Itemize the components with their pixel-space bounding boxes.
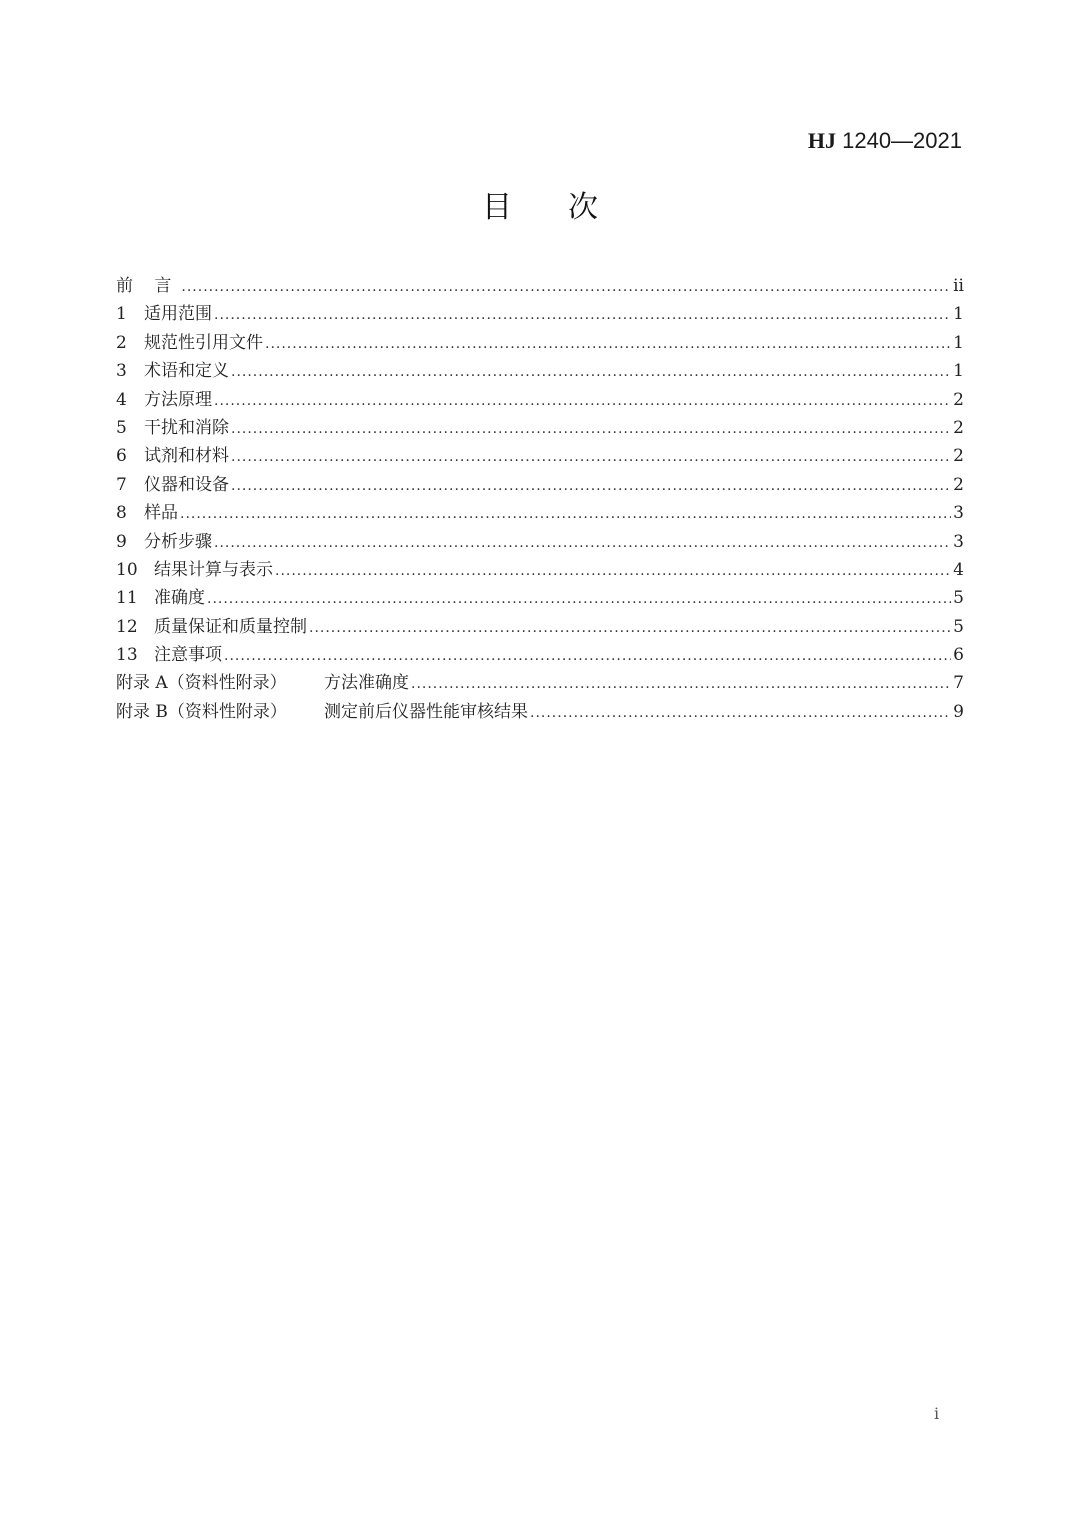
toc-leader-dots xyxy=(530,699,951,727)
toc-leader-dots xyxy=(275,557,951,585)
toc-entry-page: 5 xyxy=(953,616,964,637)
toc-entry[interactable] xyxy=(116,641,964,669)
toc-entry-label: 干扰和消除 xyxy=(144,417,229,438)
toc-entry-number: 3 xyxy=(116,361,127,382)
toc-leader-dots xyxy=(181,273,951,301)
toc-entry-page: 3 xyxy=(953,531,964,552)
toc-entry-number: 7 xyxy=(116,474,127,495)
toc-entry-label: 准确度 xyxy=(154,588,205,609)
toc-leader-dots xyxy=(231,472,951,500)
toc-entry-page: 7 xyxy=(953,673,964,694)
toc-entry-label: 方法原理 xyxy=(144,389,212,410)
toc-entry-page: 9 xyxy=(953,701,964,722)
toc-entry-page: 2 xyxy=(953,417,964,438)
toc-leader-dots xyxy=(309,614,951,642)
document-code-prefix: HJ xyxy=(807,128,836,153)
toc-entry[interactable] xyxy=(116,442,964,470)
toc-entry-number: 12 xyxy=(116,616,138,637)
toc-entry[interactable] xyxy=(116,272,964,300)
toc-entry[interactable] xyxy=(116,528,964,556)
toc-entry-page: 5 xyxy=(953,588,964,609)
toc-entry-number: 10 xyxy=(116,559,138,580)
toc-entry-number: 1 xyxy=(116,304,127,325)
toc-entry-label: 结果计算与表示 xyxy=(154,559,273,580)
toc-entry-number: 13 xyxy=(116,645,138,666)
toc-entry-number: 2 xyxy=(116,332,127,353)
toc-entry-label: 术语和定义 xyxy=(144,361,229,382)
toc-entry[interactable] xyxy=(116,414,964,442)
toc-leader-dots xyxy=(265,330,951,358)
toc-entry-page: 1 xyxy=(953,332,964,353)
toc-leader-dots xyxy=(231,358,951,386)
toc-entry-page: ii xyxy=(953,276,964,296)
toc-entry[interactable] xyxy=(116,329,964,357)
toc-entry-label: 分析步骤 xyxy=(144,531,212,552)
toc-leader-dots xyxy=(214,301,951,329)
toc-entry-page: 1 xyxy=(953,361,964,382)
toc-entry-label: 方法准确度 xyxy=(324,673,409,694)
toc-entry[interactable] xyxy=(116,613,964,641)
toc-entry[interactable] xyxy=(116,584,964,612)
page-number: i xyxy=(934,1404,940,1423)
toc-entry[interactable] xyxy=(116,300,964,328)
toc-entry[interactable] xyxy=(116,471,964,499)
toc-entry[interactable] xyxy=(116,698,964,726)
page-title: 目次 xyxy=(482,190,654,225)
toc-entry-label: 试剂和材料 xyxy=(144,446,229,467)
toc-entry[interactable] xyxy=(116,669,964,697)
toc-entry-label: 前 言 xyxy=(116,276,180,296)
toc-entry[interactable] xyxy=(116,357,964,385)
toc-leader-dots xyxy=(224,642,951,670)
toc-entry-number: 9 xyxy=(116,531,127,552)
toc-entry-page: 2 xyxy=(953,389,964,410)
toc-entry[interactable] xyxy=(116,499,964,527)
toc-entry-number: 6 xyxy=(116,446,127,467)
toc-entry-number: 5 xyxy=(116,417,127,438)
toc-entry-page: 6 xyxy=(953,645,964,666)
toc-entry[interactable] xyxy=(116,386,964,414)
toc-leader-dots xyxy=(231,443,951,471)
toc-leader-dots xyxy=(411,670,951,698)
toc-entry[interactable] xyxy=(116,556,964,584)
toc-entry-number: 8 xyxy=(116,503,127,524)
document-code xyxy=(808,128,962,154)
toc-entry-number: 4 xyxy=(116,389,127,410)
toc-leader-dots xyxy=(214,387,951,415)
toc-entry-page: 2 xyxy=(953,446,964,467)
toc-entry-label: 测定前后仪器性能审核结果 xyxy=(324,701,528,722)
toc-entry-number: 附录 A（资料性附录） xyxy=(116,673,287,694)
toc-entry-page: 1 xyxy=(953,304,964,325)
toc-entry-number: 11 xyxy=(116,588,138,609)
toc-entry-label: 仪器和设备 xyxy=(144,474,229,495)
toc-entry-label: 质量保证和质量控制 xyxy=(154,616,307,637)
toc-entry-page: 4 xyxy=(953,559,964,580)
table-of-contents xyxy=(116,272,964,726)
toc-entry-label: 适用范围 xyxy=(144,304,212,325)
toc-leader-dots xyxy=(214,529,951,557)
toc-leader-dots xyxy=(180,500,951,528)
toc-entry-page: 3 xyxy=(953,503,964,524)
document-code-number: 1240—2021 xyxy=(842,128,962,153)
toc-leader-dots xyxy=(207,585,951,613)
toc-entry-label: 注意事项 xyxy=(154,645,222,666)
toc-leader-dots xyxy=(231,415,951,443)
toc-entry-label: 规范性引用文件 xyxy=(144,332,263,353)
toc-entry-label: 样品 xyxy=(144,503,178,524)
toc-entry-page: 2 xyxy=(953,474,964,495)
toc-entry-number: 附录 B（资料性附录） xyxy=(116,701,287,722)
